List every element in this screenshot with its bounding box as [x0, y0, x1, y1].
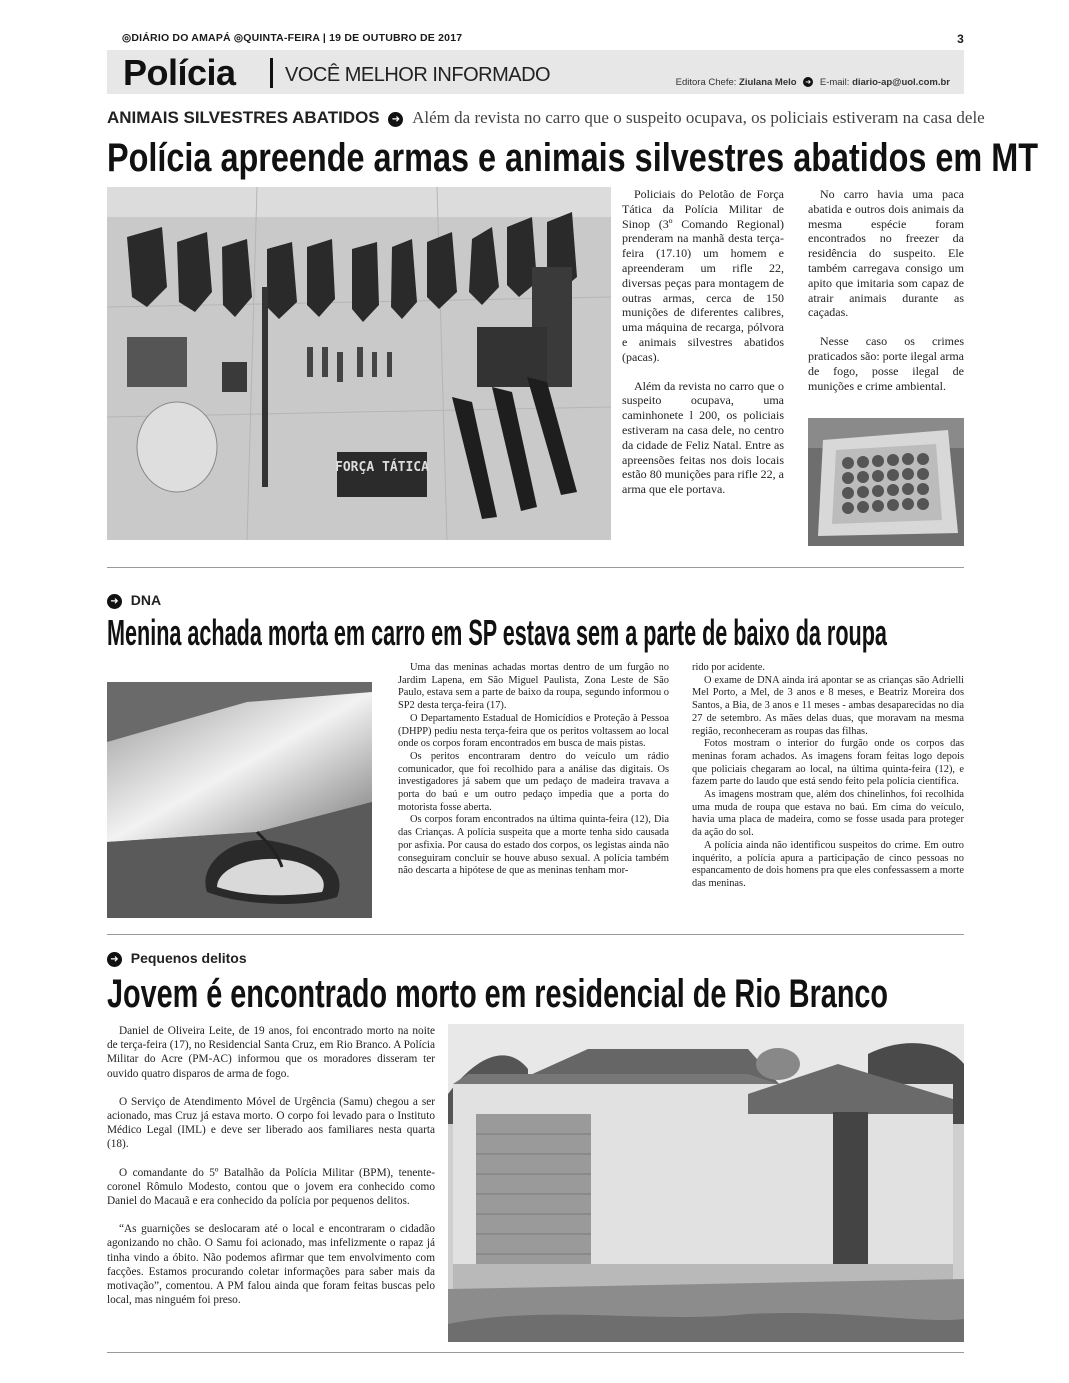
editor-credit [676, 77, 950, 88]
story1-paragraph: Nesse caso os crimes praticados são: porte ilegal arma de fogo, posse ilegal de munições e crime ambiental. [808, 334, 964, 393]
story2-paragraph: Fotos mostram o interior do furgão onde os corpos das meninas foram achados. As imagens foram feitas logo depois que policiais chegaram ao local, na última quinta-feira (12), e fazem parte do laudo que está sendo feito pela polícia científica. [692, 738, 964, 788]
story1-column-2 [808, 187, 964, 407]
story2-paragraph: rido por acidente. [692, 662, 765, 673]
story1-kicker-sub: Além da revista no carro que o suspeito ocupava, os policiais estiveram na casa dele [412, 108, 985, 127]
arrow-circle-icon: ➜ [388, 112, 403, 127]
section-title: Polícia [123, 52, 236, 93]
story1-box-photo [808, 418, 964, 546]
story2-paragraph: As imagens mostram que, além dos chinelinhos, foi recolhida uma muda de roupa que estava no baú. Em cima do veículo, havia uma placa de madeira, como se fosse usada para proteger da ação do sol. [692, 789, 964, 839]
story2-column-2 [692, 662, 964, 891]
story1-paragraph: No carro havia uma paca abatida e outros dois animais da mesma espécie foram encontrados no freezer da residência do suspeito. Ele também carregava consigo um apito que imitaria som capaz de atrair animais durante as caçadas. [808, 187, 964, 320]
section-rule [107, 934, 964, 935]
story3-kicker-label: Pequenos delitos [130, 950, 247, 966]
story1-paragraph: Policiais do Pelotão de Força Tática da Polícia Militar de Sinop (3º Comando Regional) prenderam na manhã desta terça-feira (17.10) um homem e apreenderam um rifle 22, diversas peças para montagem de outras armas, cerca de 150 munições de diferentes calibres, uma máquina de recarga, pólvora e animais silvestres abatidos (pacas). [622, 187, 784, 364]
story1-kicker-label: ANIMAIS SILVESTRES ABATIDOS [107, 108, 380, 127]
story1-kicker [107, 108, 985, 128]
animal-carcass-box-illustration [808, 418, 964, 546]
story3-paragraph: Daniel de Oliveira Leite, de 19 anos, foi encontrado morto na noite de terça-feira (17), no Residencial Santa Cruz, em Rio Branco. A Polícia Militar do Acre (PM-AC) informou que os moradores disseram ter ouvido quatro disparos de arma de fogo. [107, 1025, 435, 1080]
editor-label: Editora Chefe: [675, 77, 737, 88]
email-label: E-mail: [819, 77, 850, 88]
story3-photo [448, 1024, 964, 1342]
section-divider [270, 58, 273, 88]
force-patch-text: FORÇA TÁTICA [335, 460, 429, 475]
story2-column-1 [398, 662, 669, 878]
seized-weapons-illustration [107, 187, 611, 540]
story3-column [107, 1024, 435, 1321]
story3-paragraph: O Serviço de Atendimento Móvel de Urgência (Samu) chegou a ser acionado, mas Cruz já estava morto. O corpo foi levado para o Instituto Médico Legal (IML) e deve ser liberado aos familiares nesta quarta (18). [107, 1095, 435, 1151]
story2-photo [107, 682, 372, 918]
story1-headline: Polícia apreende armas e animais silvestres abatidos em MT [107, 136, 1039, 180]
story3-kicker [107, 948, 247, 968]
page-number: 3 [957, 32, 964, 46]
email-address[interactable]: diario-ap@uol.com.br [852, 77, 950, 88]
story2-headline: Menina achada morta em carro em SP estava sem a parte de baixo da roupa [107, 612, 887, 653]
story2-paragraph: A polícia ainda não identificou suspeitos do crime. Em outro inquérito, a polícia apura a participação de cinco pessoas no espancamento de dois homens pra que eles confessassem a morte das meninas. [692, 839, 964, 889]
story3-paragraph: O comandante do 5º Batalhão da Polícia Militar (BPM), tenente-coronel Rômulo Modesto, contou que o jovem era conhecido como Daniel do Macauã e era conhecido da polícia por pequenos delitos. [107, 1166, 435, 1208]
masthead-text: ◎DIÁRIO DO AMAPÁ ◎QUINTA-FEIRA | 19 DE OUTUBRO DE 2017 [122, 32, 463, 44]
section-bar [107, 50, 964, 94]
section-tagline: VOCÊ MELHOR INFORMADO [285, 64, 551, 86]
story2-kicker-label: DNA [130, 592, 162, 608]
story1-column-1 [622, 187, 784, 511]
van-interior-illustration [107, 682, 372, 918]
masthead-line [122, 32, 964, 48]
story2-paragraph: O Departamento Estadual de Homicídios e Proteção à Pessoa (DHPP) pediu nesta terça-feira que os peritos voltassem ao local onde os corpos foram encontrados em busca de mais pistas. [398, 712, 669, 750]
arrow-circle-icon: ➜ [107, 952, 122, 967]
story2-paragraph: Uma das meninas achadas mortas dentro de um furgão no Jardim Lapena, em São Miguel Paulista, Zona Leste de São Paulo, estava sem a parte de baixo da roupa, segundo informou o SP2 desta terça-feira (17). [398, 662, 669, 712]
editor-name: Ziulana Melo [739, 77, 797, 88]
arrow-circle-icon: ➜ [107, 594, 122, 609]
section-rule [107, 1352, 964, 1353]
house-facade-illustration [448, 1024, 964, 1342]
story2-kicker [107, 590, 161, 610]
section-rule [107, 567, 964, 568]
story2-paragraph: Os peritos encontraram dentro do veículo um rádio comunicador, que foi recolhido para a análise das digitais. Os investigadores já sabem que um pedaço de madeira travava a porta do baú e um outro pedaço impedia que a porta do motorista fosse aberta. [398, 750, 669, 813]
story2-paragraph: O exame de DNA ainda irá apontar se as crianças são Adrielli Mel Porto, a Mel, de 3 anos e 8 meses, e Beatriz Moreira dos Santos, a Bia, de 3 anos e 11 meses - ambas desaparecidas no dia 27 de setembro. As mães delas duas, que moravam na mesma região, reconheceram as roupas das filhas. [692, 674, 964, 737]
story3-paragraph: “As guarnições se deslocaram até o local e encontraram o cidadão agonizando no chão. O Samu foi acionado, mas infelizmente o rapaz já tinha vindo a óbito. Não podemos afirmar que tem envolvimento com facções. Estamos procurando coletar informações para saber mais da motivação”, comentou. A PM falou ainda que foram feitas buscas pelo local, mas ninguém foi preso. [107, 1223, 435, 1307]
story3-headline: Jovem é encontrado morto em residencial de Rio Branco [107, 972, 889, 1016]
arrow-circle-icon: ➜ [803, 77, 813, 87]
story1-photo [107, 187, 611, 540]
story2-paragraph: Os corpos foram encontrados na última quinta-feira (12), Dia das Crianças. A polícia suspeita que a morte tenha sido causada por asfixia. Por causa do estado dos corpos, os legistas ainda não conseguiram concluir se houve abuso sexual. A polícia também não descarta a hipótese de que as meninas tenham mor- [398, 814, 669, 877]
story1-paragraph: Além da revista no carro que o suspeito ocupava, uma caminhonete l 200, os policiais estiveram na casa dele, no centro da cidade de Feliz Natal. Entre as apreensões feitas nos dois locais estão 80 munições para rifle 22, a arma que ele portava. [622, 378, 784, 497]
